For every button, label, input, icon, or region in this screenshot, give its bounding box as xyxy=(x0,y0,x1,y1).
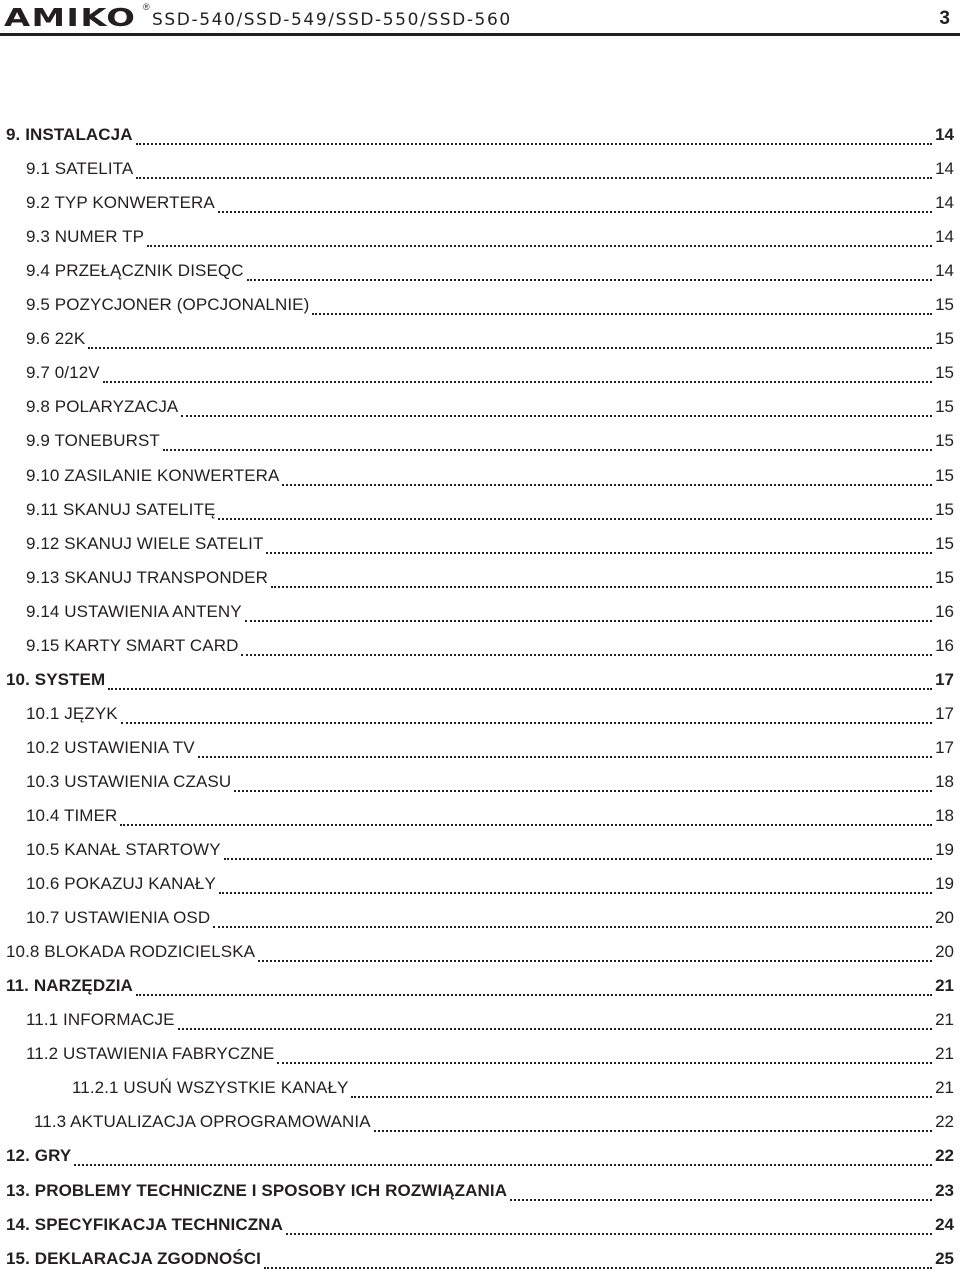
toc-entry-title: 15. DEKLARACJA ZGODNOŚCI xyxy=(6,1248,261,1268)
toc-entry-page: 17 xyxy=(935,737,954,757)
dot-leader xyxy=(218,518,932,520)
dot-leader xyxy=(108,688,932,690)
page-number: 3 xyxy=(939,8,950,29)
toc-entry[interactable] xyxy=(0,731,960,765)
toc-entry-title: 10.6 POKAZUJ KANAŁY xyxy=(26,874,216,894)
toc-entry-title: 12. GRY xyxy=(6,1146,72,1166)
toc-entry-title: 9.12 SKANUJ WIELE SATELIT xyxy=(26,533,264,553)
toc-entry-page: 22 xyxy=(935,1112,954,1132)
toc-entry[interactable] xyxy=(0,1037,960,1071)
toc-entry[interactable] xyxy=(0,833,960,867)
dot-leader xyxy=(245,620,932,622)
toc-entry-title: 9.13 SKANUJ TRANSPONDER xyxy=(26,567,268,587)
toc-entry-page: 14 xyxy=(935,193,954,213)
toc-entry[interactable] xyxy=(0,595,960,629)
toc-entry-title: 9.1 SATELITA xyxy=(26,159,134,179)
toc-entry[interactable] xyxy=(0,1139,960,1173)
dot-leader xyxy=(219,892,932,894)
dot-leader xyxy=(103,381,932,383)
toc-entry-page: 14 xyxy=(935,261,954,281)
toc-entry-page: 15 xyxy=(935,465,954,485)
dot-leader xyxy=(147,245,932,247)
toc-entry[interactable] xyxy=(0,220,960,254)
toc-entry-page: 15 xyxy=(935,295,954,315)
toc-entry-title: 9.8 POLARYZACJA xyxy=(26,397,179,417)
toc-entry[interactable] xyxy=(0,765,960,799)
toc-entry-title: 11.3 AKTUALIZACJA OPROGRAMOWANIA xyxy=(34,1112,371,1132)
toc-entry-page: 17 xyxy=(935,669,954,689)
toc-entry-page: 16 xyxy=(935,601,954,621)
toc-entry-title: 11. NARZĘDZIA xyxy=(6,976,133,996)
toc-entry-page: 15 xyxy=(935,329,954,349)
dot-leader xyxy=(241,654,932,656)
toc-entry-title: 9.3 NUMER TP xyxy=(26,227,145,247)
toc-entry[interactable] xyxy=(0,901,960,935)
dot-leader xyxy=(74,1164,932,1166)
toc-entry-page: 21 xyxy=(935,1010,954,1030)
toc-entry-page: 22 xyxy=(935,1146,954,1166)
toc-entry-title: 9.4 PRZEŁĄCZNIK DISEQC xyxy=(26,261,244,281)
toc-entry[interactable] xyxy=(0,424,960,458)
toc-entry[interactable] xyxy=(0,1208,960,1242)
toc-entry-title: 10. SYSTEM xyxy=(6,669,106,689)
toc-entry[interactable] xyxy=(0,118,960,152)
dot-leader xyxy=(163,449,932,451)
toc-entry[interactable] xyxy=(0,663,960,697)
toc-entry-title: 9.14 USTAWIENIA ANTENY xyxy=(26,601,242,621)
dot-leader xyxy=(277,1062,932,1064)
toc-entry-page: 20 xyxy=(935,908,954,928)
dot-leader xyxy=(136,994,932,996)
toc-entry-title: 10.3 USTAWIENIA CZASU xyxy=(26,771,232,791)
page-header xyxy=(0,0,960,38)
toc-entry[interactable] xyxy=(0,1173,960,1207)
toc-entry-title: 13. PROBLEMY TECHNICZNE I SPOSOBY ICH ROZWIĄZANIA xyxy=(6,1180,508,1200)
toc-entry-page: 15 xyxy=(935,431,954,451)
toc-entry-page: 23 xyxy=(935,1180,954,1200)
dot-leader xyxy=(286,1233,932,1235)
toc-entry-page: 17 xyxy=(935,703,954,723)
toc-entry[interactable] xyxy=(0,254,960,288)
toc-entry[interactable] xyxy=(0,1071,960,1105)
toc-entry-page: 15 xyxy=(935,397,954,417)
toc-entry[interactable] xyxy=(0,629,960,663)
toc-entry-page: 20 xyxy=(935,942,954,962)
dot-leader xyxy=(121,722,932,724)
toc-entry-page: 15 xyxy=(935,499,954,519)
toc-entry-page: 21 xyxy=(935,1044,954,1064)
dot-leader xyxy=(120,824,932,826)
toc-entry-page: 15 xyxy=(935,567,954,587)
dot-leader xyxy=(234,790,932,792)
toc-entry[interactable] xyxy=(0,799,960,833)
toc-entry-page: 14 xyxy=(935,227,954,247)
toc-entry[interactable] xyxy=(0,867,960,901)
amiko-logo: AMIKO xyxy=(4,3,137,32)
toc-entry-title: 9.11 SKANUJ SATELITĘ xyxy=(26,499,216,519)
toc-entry-title: 9. INSTALACJA xyxy=(6,125,133,145)
dot-leader xyxy=(312,313,932,315)
header-divider xyxy=(0,33,960,36)
dot-leader xyxy=(510,1199,932,1201)
toc-entry[interactable] xyxy=(0,1242,960,1276)
toc-entry-title: 9.7 0/12V xyxy=(26,363,100,383)
registered-mark: ® xyxy=(143,2,150,12)
toc-entry-title: 9.6 22K xyxy=(26,329,86,349)
dot-leader xyxy=(374,1130,932,1132)
toc-entry[interactable] xyxy=(0,288,960,322)
toc-entry-title: 10.4 TIMER xyxy=(26,805,118,825)
toc-entry-page: 19 xyxy=(935,874,954,894)
toc-entry-title: 10.2 USTAWIENIA TV xyxy=(26,737,195,757)
dot-leader xyxy=(351,1096,932,1098)
dot-leader xyxy=(178,1028,933,1030)
dot-leader xyxy=(266,552,932,554)
dot-leader xyxy=(136,143,932,145)
toc-entry-title: 10.1 JĘZYK xyxy=(26,703,118,723)
toc-entry-page: 15 xyxy=(935,533,954,553)
toc-entry[interactable] xyxy=(0,356,960,390)
toc-entry[interactable] xyxy=(0,390,960,424)
toc-entry-page: 18 xyxy=(935,805,954,825)
toc-entry[interactable] xyxy=(0,697,960,731)
toc-entry-page: 15 xyxy=(935,363,954,383)
toc-entry-page: 21 xyxy=(935,1078,954,1098)
toc-entry-page: 25 xyxy=(935,1248,954,1268)
model-list: SSD-540/SSD-549/SSD-550/SSD-560 xyxy=(152,10,512,30)
dot-leader xyxy=(247,279,932,281)
toc-entry-title: 14. SPECYFIKACJA TECHNICZNA xyxy=(6,1214,283,1234)
toc-entry[interactable] xyxy=(0,1105,960,1139)
toc-entry-title: 9.15 KARTY SMART CARD xyxy=(26,635,239,655)
toc-entry-page: 14 xyxy=(935,125,954,145)
dot-leader xyxy=(198,756,932,758)
dot-leader xyxy=(218,211,932,213)
toc-entry-title: 11.1 INFORMACJE xyxy=(26,1010,175,1030)
toc-entry-page: 16 xyxy=(935,635,954,655)
toc-entry[interactable] xyxy=(0,935,960,969)
toc-entry-title: 9.2 TYP KONWERTERA xyxy=(26,193,215,213)
toc-entry-title: 11.2 USTAWIENIA FABRYCZNE xyxy=(26,1044,275,1064)
dot-leader xyxy=(181,415,932,417)
dot-leader xyxy=(213,926,932,928)
dot-leader xyxy=(271,586,932,588)
toc-entry-title: 10.5 KANAŁ STARTOWY xyxy=(26,840,221,860)
toc-entry[interactable] xyxy=(0,322,960,356)
dot-leader xyxy=(88,347,932,349)
toc-entry[interactable] xyxy=(0,561,960,595)
toc-entry-page: 24 xyxy=(935,1214,954,1234)
toc-entry[interactable] xyxy=(0,186,960,220)
toc-entry-title: 9.5 POZYCJONER (OPCJONALNIE) xyxy=(26,295,310,315)
dot-leader xyxy=(224,858,932,860)
table-of-contents xyxy=(0,118,960,1276)
dot-leader xyxy=(264,1267,932,1269)
toc-entry-page: 19 xyxy=(935,840,954,860)
dot-leader xyxy=(282,484,932,486)
toc-entry-title: 11.2.1 USUŃ WSZYSTKIE KANAŁY xyxy=(72,1078,349,1098)
toc-entry-title: 10.8 BLOKADA RODZICIELSKA xyxy=(6,942,256,962)
toc-entry[interactable] xyxy=(0,1003,960,1037)
toc-entry-title: 9.10 ZASILANIE KONWERTERA xyxy=(26,465,280,485)
toc-entry[interactable] xyxy=(0,493,960,527)
toc-entry[interactable] xyxy=(0,152,960,186)
dot-leader xyxy=(258,960,932,962)
toc-entry-page: 18 xyxy=(935,771,954,791)
toc-entry-title: 10.7 USTAWIENIA OSD xyxy=(26,908,211,928)
toc-entry[interactable] xyxy=(0,527,960,561)
toc-entry-page: 21 xyxy=(935,976,954,996)
toc-entry[interactable] xyxy=(0,969,960,1003)
toc-entry-page: 14 xyxy=(935,159,954,179)
dot-leader xyxy=(136,177,932,179)
toc-entry[interactable] xyxy=(0,458,960,492)
toc-entry-title: 9.9 TONEBURST xyxy=(26,431,160,451)
